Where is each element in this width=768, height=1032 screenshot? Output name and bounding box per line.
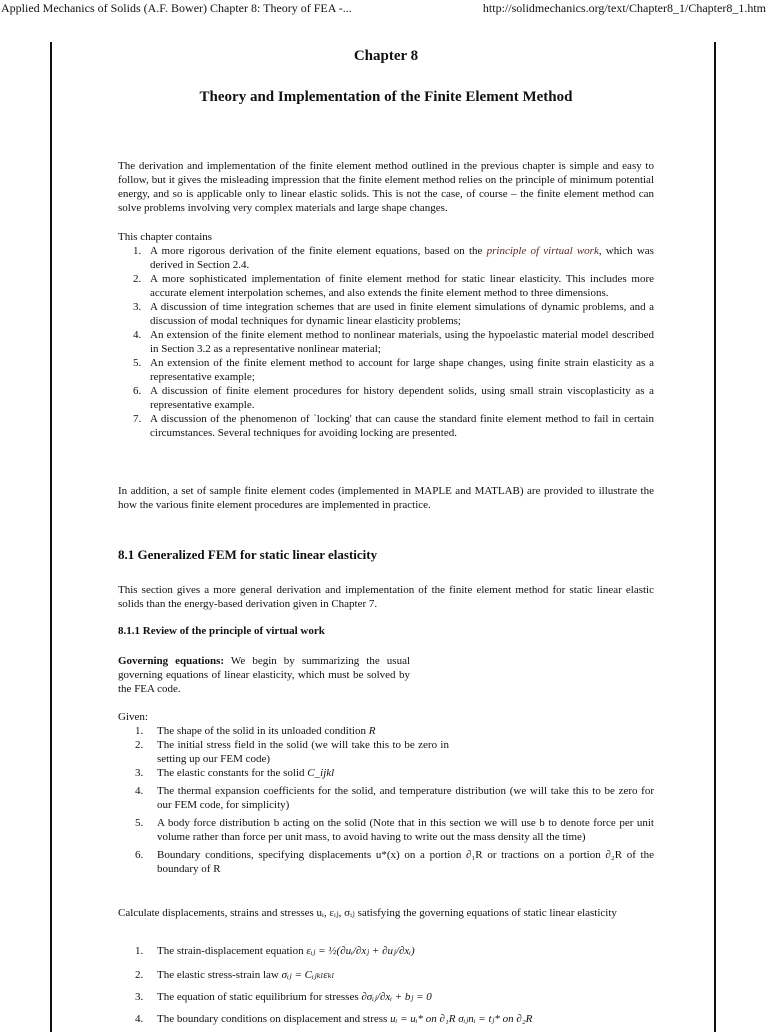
equation: σᵢⱼ = Cᵢⱼₖₗεₖₗ	[281, 969, 335, 981]
contains-lead: This chapter contains	[118, 231, 213, 243]
list-item-text: The strain-displacement equation	[157, 945, 307, 957]
list-item-number: 3.	[135, 767, 144, 779]
equation: uᵢ = uᵢ* on ∂₁R σᵢⱼnᵢ = tⱼ* on ∂₂R	[390, 1013, 533, 1025]
list-item-text: The initial stress field in the solid (we will take this to be zero in setting up our FEM code)	[157, 739, 449, 765]
list-item-number: 5.	[133, 357, 142, 369]
list-item	[133, 356, 654, 384]
list-item-number: 1.	[135, 945, 144, 957]
right-page-border	[714, 42, 716, 1032]
list-item-number: 4.	[135, 785, 144, 797]
list-item-text: An extension of the finite element method to account for large shape changes, using finite strain elasticity as a representative example;	[150, 357, 654, 383]
section-8-1-heading: 8.1 Generalized FEM for static linear elasticity	[118, 547, 378, 562]
list-item-text: The thermal expansion coefficients for the solid, and temperature distribution (we will take this to be zero for our FEM code, for simplicity)	[157, 785, 654, 811]
list-item-number: 4.	[133, 329, 142, 341]
math-symbol: R	[368, 725, 376, 737]
list-item	[135, 784, 654, 812]
list-item	[133, 384, 654, 412]
intro-paragraph: The derivation and implementation of the finite element method outlined in the previous chapter is simple and easy to follow, but it gives the misleading impression that the finite element method relies on the principle of minimum potential energy, and so is applicable only to linear elastic solids. This is not the case, of course – the finite element method can solve problems involving very complex materials and large shape changes.	[118, 160, 654, 214]
list-item	[133, 412, 654, 440]
list-item-number: 1.	[133, 245, 142, 257]
addition-paragraph: In addition, a set of sample finite element codes (implemented in MAPLE and MATLAB) are provided to illustrate the how the various finite element procedures are implemented in practice.	[118, 485, 654, 511]
list-item-text: A more sophisticated implementation of finite element method for static linear elasticity. This includes more accurate element interpolation schemes, and also extends the finite element method to three dimensions.	[150, 273, 654, 299]
list-item-text: A more rigorous derivation of the finite element equations, based on the	[150, 245, 487, 257]
list-item-number: 2.	[135, 969, 144, 981]
math-symbol: C_ijkl	[307, 767, 335, 779]
list-item	[133, 300, 654, 328]
list-item-number: 2.	[133, 273, 142, 285]
list-item	[133, 328, 654, 356]
list-item-text: A body force distribution b acting on the solid (Note that in this section we will use b to denote force per unit volume rather than force per unit mass, to avoid having to write out the mass density all the time)	[157, 817, 654, 843]
list-item-number: 6.	[135, 849, 144, 861]
list-item	[135, 738, 449, 766]
list-item-text: The shape of the solid in its unloaded condition	[157, 725, 369, 737]
list-item-text: A discussion of the phenomenon of `locking' that can cause the standard finite element method to fail in certain circumstances. Several techniques for avoiding locking are presented.	[150, 413, 654, 439]
left-page-border	[50, 42, 52, 1032]
governing-equations-paragraph	[118, 654, 410, 696]
list-item	[135, 968, 654, 982]
list-item	[135, 766, 654, 780]
equation: εᵢⱼ = ½(∂uᵢ/∂xⱼ + ∂uⱼ/∂xᵢ)	[306, 945, 415, 957]
governing-equations-label: Governing equations:	[118, 655, 225, 667]
principle-of-virtual-work-link[interactable]: principle of virtual work	[486, 245, 599, 257]
list-item	[135, 848, 654, 876]
list-item-number: 1.	[135, 725, 144, 737]
chapter-label: Chapter 8	[353, 48, 419, 64]
list-item-number: 2.	[135, 739, 144, 751]
list-item	[133, 272, 654, 300]
list-item	[135, 724, 654, 738]
calculate-paragraph: Calculate displacements, strains and stresses uᵢ, εᵢⱼ, σᵢⱼ satisfying the governing equations of static linear elasticity	[118, 907, 617, 919]
list-item-number: 6.	[133, 385, 142, 397]
list-item	[135, 816, 654, 844]
list-item-number: 4.	[135, 1013, 144, 1025]
list-item-text: The elastic constants for the solid	[157, 767, 308, 779]
list-item-text: Boundary conditions, specifying displacements u*(x) on a portion ∂₁R or tractions on a portion ∂₂R of the boundary of R	[157, 849, 654, 875]
chapter-contents-list	[133, 244, 654, 440]
list-item-text: A discussion of finite element procedures for history dependent solids, using small strain viscoplasticity as a representative example.	[150, 385, 654, 411]
equation: ∂σᵢⱼ/∂xᵢ + bⱼ = 0	[361, 991, 432, 1003]
list-item-text: A discussion of time integration schemes that are used in finite element simulations of dynamic problems, and a discussion of modal techniques for dynamic linear elasticity problems;	[150, 301, 654, 327]
list-item	[133, 244, 654, 272]
list-item-text: , which was derived in Section 2.4.	[150, 245, 654, 271]
list-item-text: The elastic stress-strain law	[157, 969, 282, 981]
list-item-text: An extension of the finite element method to nonlinear materials, using the hypoelastic material model described in Section 3.2 as a representative nonlinear material;	[150, 329, 654, 355]
section-8-1-paragraph: This section gives a more general derivation and implementation of the finite element method for static linear elastic solids than the energy-based derivation given in Chapter 7.	[118, 584, 654, 610]
list-item-number: 7.	[133, 413, 142, 425]
list-item-text: The equation of static equilibrium for stresses	[157, 991, 362, 1003]
list-item	[135, 990, 654, 1004]
given-label: Given:	[118, 711, 148, 723]
list-item-number: 3.	[133, 301, 142, 313]
given-list	[135, 724, 654, 876]
equations-list	[135, 944, 654, 1026]
list-item-number: 5.	[135, 817, 144, 829]
section-8-1-1-heading: 8.1.1 Review of the principle of virtual work	[118, 625, 325, 637]
page-header-url[interactable]: http://solidmechanics.org/text/Chapter8_1/Chapter8_1.htm	[482, 1, 766, 15]
governing-equations-text: We begin by summarizing the usual governing equations of linear elasticity, which must be solved by the FEA code.	[118, 655, 411, 695]
page-header-title: Applied Mechanics of Solids (A.F. Bower) Chapter 8: Theory of FEA -...	[1, 1, 352, 15]
list-item-number: 3.	[135, 991, 144, 1003]
list-item-text: The boundary conditions on displacement and stress	[157, 1013, 391, 1025]
chapter-title: Theory and Implementation of the Finite Element Method	[199, 89, 573, 105]
list-item	[135, 944, 654, 958]
